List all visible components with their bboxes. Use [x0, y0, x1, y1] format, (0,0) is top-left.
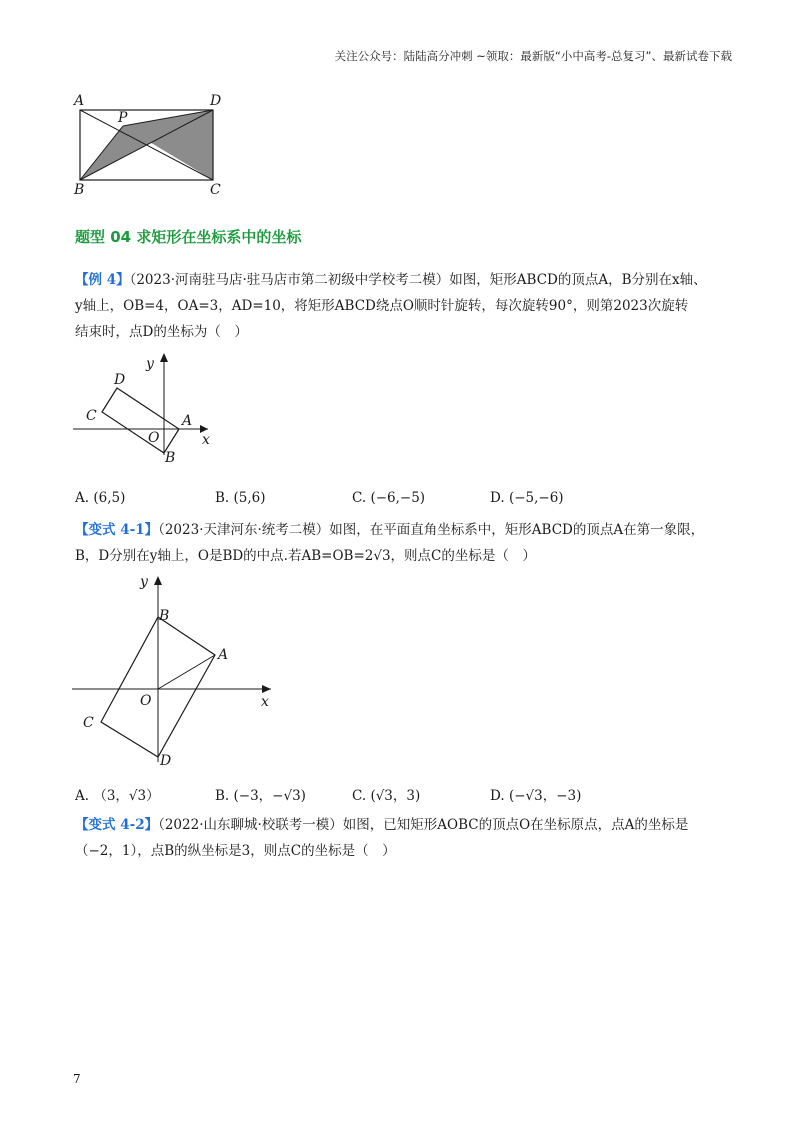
label-C: C	[210, 182, 221, 198]
label-D: D	[160, 753, 172, 769]
label-C: C	[83, 715, 94, 731]
label-P: P	[118, 110, 128, 126]
axis-x-label: x	[261, 694, 269, 710]
variant42-text	[75, 812, 735, 864]
example4-line2: y轴上，OB=4，OA=3，AD=10，将矩形ABCD绕点O顺时针旋转，每次旋转90°，则第2023次旋转	[75, 298, 689, 314]
variant42-line1: （2022·山东聊城·校联考一模）如图，已知矩形AOBC的顶点O在坐标原点，点A的坐标是	[158, 817, 689, 833]
figure-rectangle-shaded	[60, 88, 240, 200]
example4-line3: 结束时，点D的坐标为（ ）	[75, 324, 248, 340]
label-D: D	[114, 372, 126, 388]
example4-text	[75, 267, 735, 345]
variant41-line2: B，D分别在y轴上，O是BD的中点.若AB=OB=2√3，则点C的坐标是（ ）	[75, 548, 536, 564]
label-D: D	[210, 93, 222, 109]
example4-options	[75, 490, 735, 514]
option-c[interactable]: C. (√3，3)	[352, 788, 421, 804]
variant41-line1: （2023·天津河东·统考二模）如图，在平面直角坐标系中，矩形ABCD的顶点A在第一象限，	[158, 522, 705, 538]
label-A: A	[182, 413, 193, 429]
page-header: 关注公众号：陆陆高分冲刺 ~领取：最新版“小中高考-总复习”、最新试卷下载	[334, 49, 732, 63]
label-C: C	[86, 408, 97, 424]
option-a[interactable]: A. (6,5)	[75, 490, 126, 506]
example4-tag: 【例 4】	[75, 272, 130, 288]
option-d[interactable]: D. (−√3，−3)	[490, 788, 582, 804]
section-title: 题型 04 求矩形在坐标系中的坐标	[75, 228, 302, 246]
option-a[interactable]: A. （3，√3）	[75, 788, 160, 804]
page-number: 7	[73, 1072, 81, 1086]
label-B: B	[74, 182, 85, 198]
label-O: O	[148, 430, 160, 446]
example4-line1: （2023·河南驻马店·驻马店市第二初级中学校考二模）如图，矩形ABCD的顶点A，B分别在x轴、	[129, 272, 707, 288]
axis-y-label: y	[140, 574, 148, 590]
variant42-tag: 【变式 4-2】	[75, 817, 159, 833]
label-B: B	[165, 450, 176, 466]
label-A: A	[218, 647, 229, 663]
option-c[interactable]: C. (−6,−5)	[352, 490, 426, 506]
figure-variant41	[68, 572, 283, 772]
figure-example4	[68, 350, 228, 470]
axis-x-label: x	[202, 432, 210, 448]
label-B: B	[159, 608, 170, 624]
variant42-line2: （−2，1），点B的纵坐标是3，则点C的坐标是（ ）	[75, 843, 396, 859]
option-b[interactable]: B. (5,6)	[215, 490, 266, 506]
option-b[interactable]: B. (−3，−√3)	[215, 788, 306, 804]
label-O: O	[140, 693, 152, 709]
variant41-text	[75, 517, 735, 569]
variant41-tag: 【变式 4-1】	[75, 522, 159, 538]
axis-y-label: y	[146, 356, 154, 372]
option-d[interactable]: D. (−5,−6)	[490, 490, 564, 506]
variant41-options	[75, 784, 735, 808]
label-A: A	[74, 93, 85, 109]
